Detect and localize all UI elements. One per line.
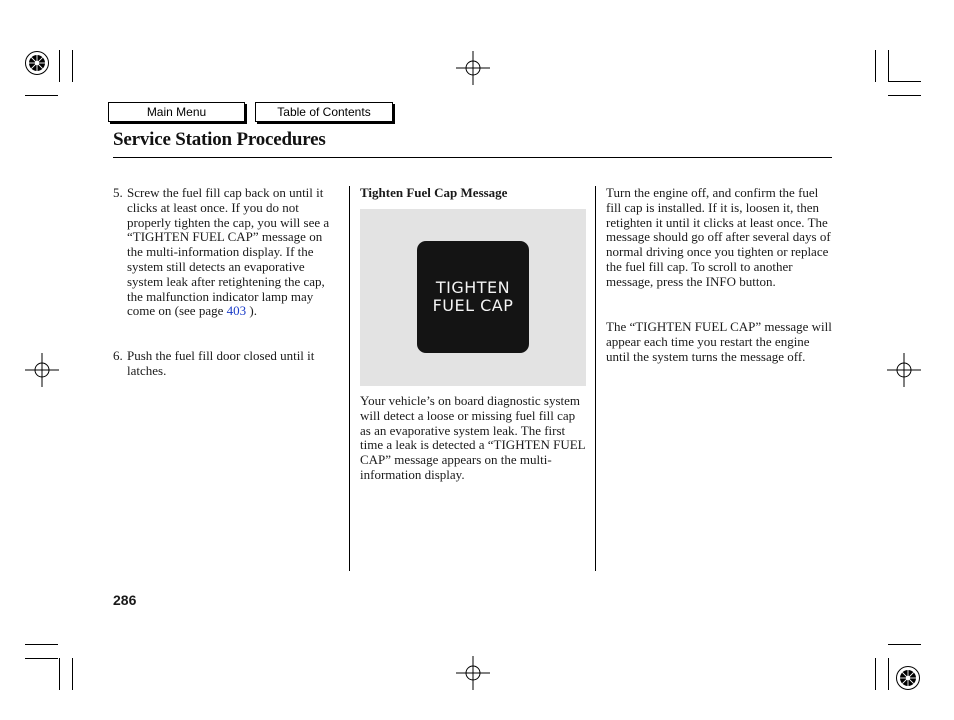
column-divider	[595, 186, 596, 571]
step-5	[113, 186, 341, 319]
display-line: TIGHTEN	[435, 278, 511, 297]
column-divider	[349, 186, 350, 571]
body-paragraph: Your vehicle’s on board diagnostic system will detect a loose or missing fuel fill cap as an evaporative system leak. The first time a leak is detected a “TIGHTEN FUEL CAP” message appears on the multi-information display.	[360, 393, 586, 482]
table-of-contents-button[interactable]: Table of Contents	[255, 102, 393, 122]
crosshair-top-icon	[456, 51, 490, 85]
body-paragraph: The “TIGHTEN FUEL CAP” message will appear each time you restart the engine until the system turns the message off.	[606, 319, 832, 364]
step-6	[113, 349, 341, 379]
display-illustration	[360, 209, 586, 386]
step-number: 6.	[113, 348, 123, 363]
crosshair-left-icon	[25, 353, 59, 387]
step-text: Screw the fuel fill cap back on until it clicks at least once. If you do not properly tighten the cap, you will see a “TIGHTEN FUEL CAP” message on the multi-information display. If the system still detects an evaporative system leak after retightening the cap, the malfunction indicator lamp may come on (see page	[127, 185, 330, 319]
page-title: Service Station Procedures	[113, 129, 326, 150]
multi-information-display	[417, 241, 529, 353]
step-number: 5.	[113, 185, 123, 200]
registration-target-icon	[24, 50, 50, 76]
section-heading: Tighten Fuel Cap Message	[360, 185, 508, 200]
page-number: 286	[113, 592, 137, 608]
header-rule	[113, 157, 832, 158]
step-text: Push the fuel fill door closed until it latches.	[127, 348, 315, 378]
main-menu-button[interactable]: Main Menu	[108, 102, 245, 122]
display-line: FUEL CAP	[432, 296, 514, 315]
step-text-end: ).	[246, 303, 257, 319]
crosshair-bottom-icon	[456, 656, 490, 690]
page-link[interactable]: 403	[226, 303, 247, 319]
registration-target-icon	[895, 665, 921, 691]
crosshair-right-icon	[887, 353, 921, 387]
body-paragraph: Turn the engine off, and confirm the fuel fill cap is installed. If it is, loosen it, then retighten it until it clicks at least once. The message should go off after several days of normal driving once you tighten or replace the fuel fill cap. To scroll to another message, press the INFO button.	[606, 185, 831, 289]
